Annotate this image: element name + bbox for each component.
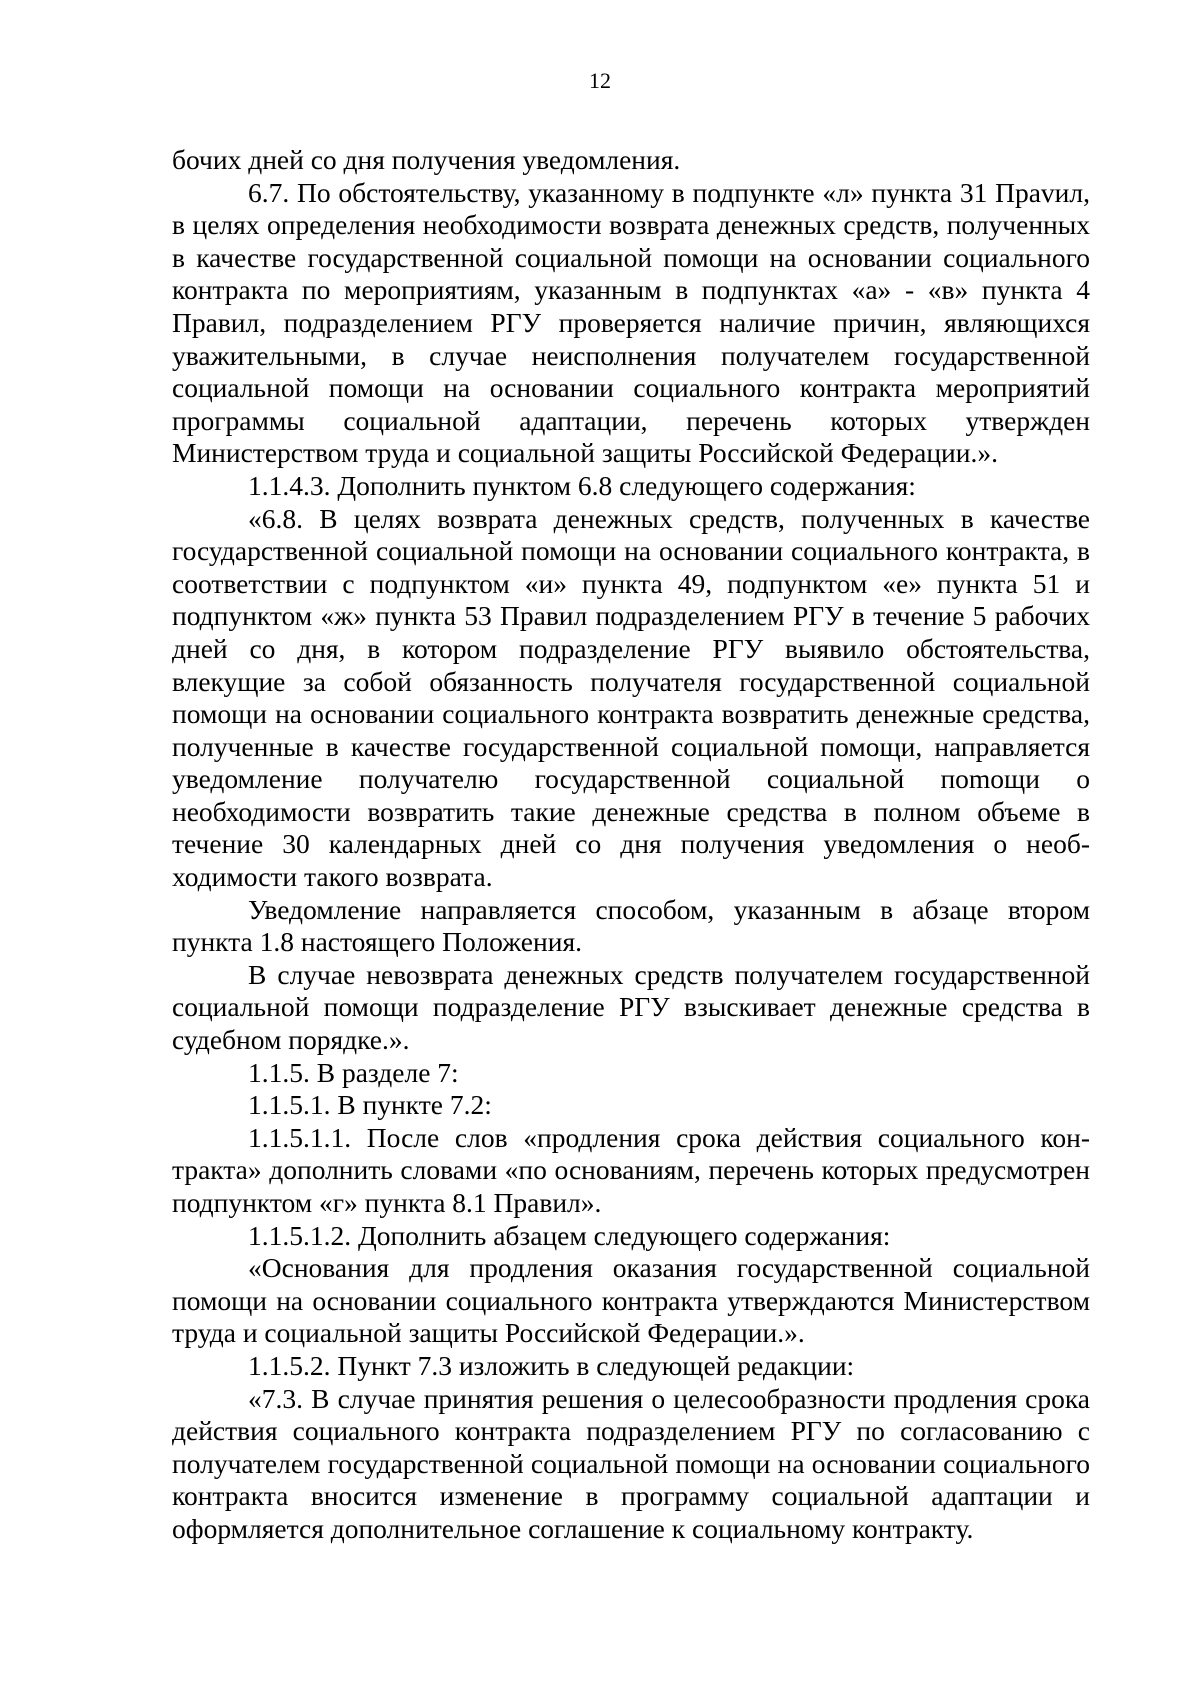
paragraph-1-1-5-1-2: 1.1.5.1.2. Дополнить абзацем следующего содержания: [248,1219,891,1251]
paragraph-1-1-5-2: 1.1.5.2. Пункт 7.3 изложить в следующей редакции: [248,1349,855,1381]
paragraph-notification-method: Уведомление направляется способом, указанным в абзаце втором пункта 1.8 настоящего Положения. [172,893,1090,958]
paragraph-extension-grounds: «Основания для продления оказания государственной социальной помощи на основании социального контракта утверждаются Министерством труда и социальной защиты Российской Федерации.». [172,1252,1090,1349]
paragraph-6-7: 6.7. По обстоятельству, указанному в подпункте «л» пункта 31 Праvил, в целях определения необходимости возврата денежных средств, полученных в качестве государственной социальной помощи на основании социального контракта по мероприятиям, указанным в подпунктах «а» - «в» пункта 4 Правил, подразделением РГУ проверяется наличие причин, являющихся уважительными, в случае неисполнения получателем государственной социальной помощи на основании социального контракта мероприятий программы социальной адаптации, перечень которых утвержден Министерством труда и социальной защиты Российской Федерации.». [172,176,1090,469]
paragraph-1-1-5: 1.1.5. В разделе 7: [248,1056,459,1088]
paragraph-7-3: «7.3. В случае принятия решения о целесообразности продления срока действия социального контракта подразделением РГУ по согласованию с получателем государственной социальной помощи на основании социального контракта вносится изменение в программу социальной адаптации и оформляется дополнительное соглашение к социальному контракту. [172,1382,1090,1544]
paragraph-1-1-5-1: 1.1.5.1. В пункте 7.2: [248,1089,492,1121]
paragraph-6-8: «6.8. В целях возврата денежных средств, полученных в качестве государственной социальной помощи на основании социального контракта, в соответствии с подпунктом «и» пункта 49, подпунктом «е» пункта 51 и подпунктом «ж» пункта 53 Правил подразделением РГУ в течение 5 рабочих дней со дня, в котором подразделение РГУ выявило обстоятельства, влекущие за собой обязанность получателя государственной социальной помощи на основании социального контракта возвратить денежные средства, полученные в качестве государственной социальной помощи, направляется уведомление получателю государственной социальной поmощи о необходимости возвратить такие денежные средства в полном объеме в течение 30 календарных дней со дня получения уведомления о необходимости такого возврата. [172,502,1090,893]
page-number: 12 [589,68,611,93]
paragraph-1-1-5-1-1: 1.1.5.1.1. После слов «продления срока действия социального контракта» дополнить словами «по основаниям, перечень которых предусмотрен подпунктом «г» пункта 8.1 Правил». [172,1121,1090,1218]
document-body [172,144,1090,1546]
paragraph-continuation: бочих дней со дня получения уведомления. [172,144,681,175]
paragraph-non-return: В случае невозврата денежных средств получателем государственной социальной помощи подразделение РГУ взыскивает денежные средства в судебном порядке.». [172,958,1090,1056]
paragraph-1-1-4-3: 1.1.4.3. Дополнить пунктом 6.8 следующего содержания: [248,469,916,501]
